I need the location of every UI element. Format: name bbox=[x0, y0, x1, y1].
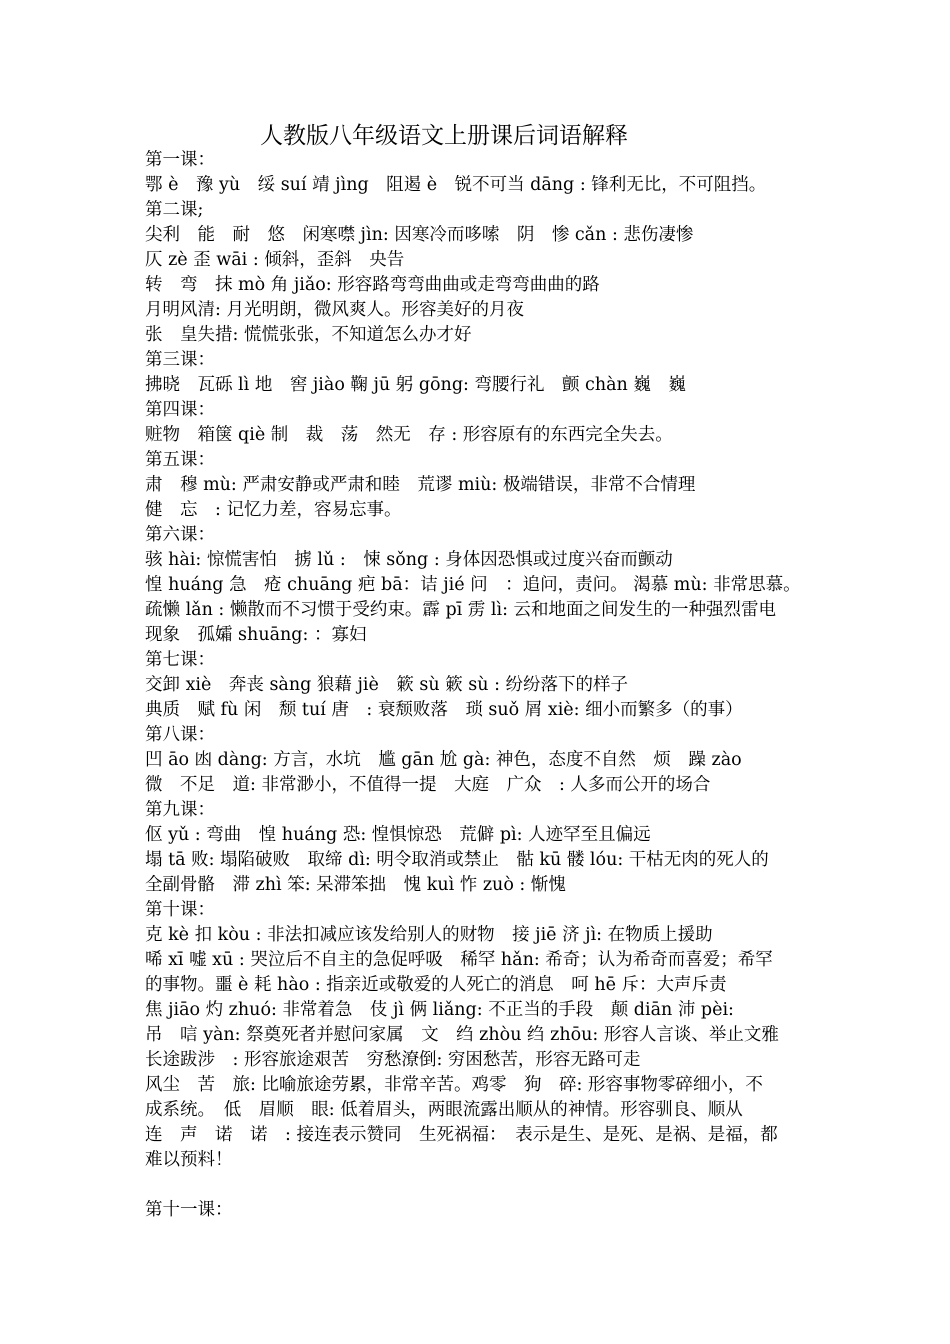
text-line: 月明风清: 月光明朗，微风爽人。形容美好的月夜 bbox=[145, 300, 524, 320]
text-line: 骇 hài: 惊慌害怕 掳 lǔ : 悚 sǒng : 身体因恐惧或过度兴奋而颤动 bbox=[145, 550, 673, 570]
text-line: 第三课： bbox=[145, 350, 215, 370]
text-line: 转 弯 抹 mò 角 jiǎo: 形容路弯弯曲曲或走弯弯曲曲的路 bbox=[145, 275, 600, 295]
document-title: 人教版八年级语文上册课后词语解释 bbox=[260, 123, 628, 149]
text-line: 长途跋涉 : 形容旅途艰苦 穷愁潦倒: 穷困愁苦，形容无路可走 bbox=[145, 1050, 641, 1070]
text-line: 惶 huáng 急 疮 chuāng 疤 bā：诘 jié 问 ：追问，责问。 渴慕 mù: 非常思慕。 bbox=[145, 575, 801, 595]
text-line: 焦 jiāo 灼 zhuó: 非常着急 伎 jì 俩 liǎng: 不正当的手段 颠 diān 沛 pèi: bbox=[145, 1000, 734, 1020]
text-line: 疏懒 lǎn : 懒散而不习惯于受约束。霹 pī 雳 lì: 云和地面之间发生的一种强烈雷电 bbox=[145, 600, 777, 620]
blank-line bbox=[145, 1173, 810, 1198]
text-line: 第七课： bbox=[145, 650, 215, 670]
text-line: 典质 赋 fù 闲 颓 tuí 唐 : 衰颓败落 琐 suǒ 屑 xiè: 细小而繁多（的事） bbox=[145, 700, 743, 720]
text-line: 肃 穆 mù: 严肃安静或严肃和睦 荒谬 miù: 极端错误，非常不合情理 bbox=[145, 475, 696, 495]
text-line: 第四课： bbox=[145, 400, 215, 420]
text-line: 凹 āo 凼 dàng: 方言，水坑 尴 gān 尬 gà: 神色，态度不自然 烦 躁 zào bbox=[145, 750, 742, 770]
text-line: 全副骨骼 滞 zhì 笨: 呆滞笨拙 愧 kuì 怍 zuò : 惭愧 bbox=[145, 875, 566, 895]
text-line: 第一课： bbox=[145, 150, 215, 170]
text-line: 第二课; bbox=[145, 200, 204, 220]
text-line: 风尘 苦 旅: 比喻旅途劳累，非常辛苦。鸡零 狗 碎: 形容事物零碎细小，不 bbox=[145, 1075, 763, 1095]
text-line: 伛 yǔ : 弯曲 惶 huáng 恐: 惶惧惊恐 荒僻 pì: 人迹罕至且偏远 bbox=[145, 825, 651, 845]
text-line: 连 声 诺 诺 : 接连表示赞同 生死祸福： 表示是生、是死、是祸、是福，都 bbox=[145, 1125, 778, 1145]
text-line: 拂晓 瓦砾 lì 地 窖 jiào 鞠 jū 躬 gōng: 弯腰行礼 颤 chàn 巍 巍 bbox=[145, 375, 686, 395]
text-line: 第十课： bbox=[145, 900, 215, 920]
text-line: 第八课： bbox=[145, 725, 215, 745]
text-line: 健 忘 : 记忆力差，容易忘事。 bbox=[145, 500, 402, 520]
text-line: 仄 zè 歪 wāi : 倾斜，歪斜 央告 bbox=[145, 250, 405, 270]
text-line: 第九课： bbox=[145, 800, 215, 820]
text-line: 尖利 能 耐 悠 闲寒噤 jìn: 因寒冷而哆嗦 阴 惨 cǎn : 悲伤凄惨 bbox=[145, 225, 694, 245]
text-line: 第五课： bbox=[145, 450, 215, 470]
text-line: 唏 xī 嘘 xū : 哭泣后不自主的急促呼吸 稀罕 hǎn: 希奇；认为希奇而喜爱；希罕 bbox=[145, 950, 773, 970]
text-line: 交卸 xiè 奔丧 sàng 狼藉 jiè 簌 sù 簌 sù : 纷纷落下的样子 bbox=[145, 675, 629, 695]
text-line: 第六课： bbox=[145, 525, 215, 545]
text-line: 吊 唁 yàn: 祭奠死者并慰问家属 文 绉 zhòu 绉 zhōu: 形容人言谈、举止文雅 bbox=[145, 1025, 779, 1045]
text-line: 张 皇失措: 慌慌张张，不知道怎么办才好 bbox=[145, 325, 472, 345]
text-line: 第十一课： bbox=[145, 1200, 233, 1220]
text-line: 克 kè 扣 kòu : 非法扣减应该发给别人的财物 接 jiē 济 jì: 在物质上援助 bbox=[145, 925, 713, 945]
text-line: 塌 tā 败: 塌陷破败 取缔 dì: 明令取消或禁止 骷 kū 髅 lóu: 干枯无肉的死人的 bbox=[145, 850, 769, 870]
text-line: 的事物。噩 è 耗 hào : 指亲近或敬爱的人死亡的消息 呵 hē 斥：大声斥责 bbox=[145, 975, 727, 995]
text-line: 成系统。 低 眉顺 眼: 低着眉头，两眼流露出顺从的神情。形容驯良、顺从 bbox=[145, 1100, 743, 1120]
text-line: 现象 孤孀 shuāng: ：寡妇 bbox=[145, 625, 367, 645]
text-line: 赃物 箱箧 qiè 制 裁 荡 然无 存 : 形容原有的东西完全失去。 bbox=[145, 425, 673, 445]
text-line: 微 不足 道: 非常渺小，不值得一提 大庭 广众 : 人多而公开的场合 bbox=[145, 775, 711, 795]
text-line: 鄂 è 豫 yù 绥 suí 靖 jìng 阻遏 è 锐不可当 dāng : 锋利无比，不可阻挡。 bbox=[145, 175, 767, 195]
document-body bbox=[145, 148, 810, 1223]
text-line: 难以预料！ bbox=[145, 1150, 233, 1170]
